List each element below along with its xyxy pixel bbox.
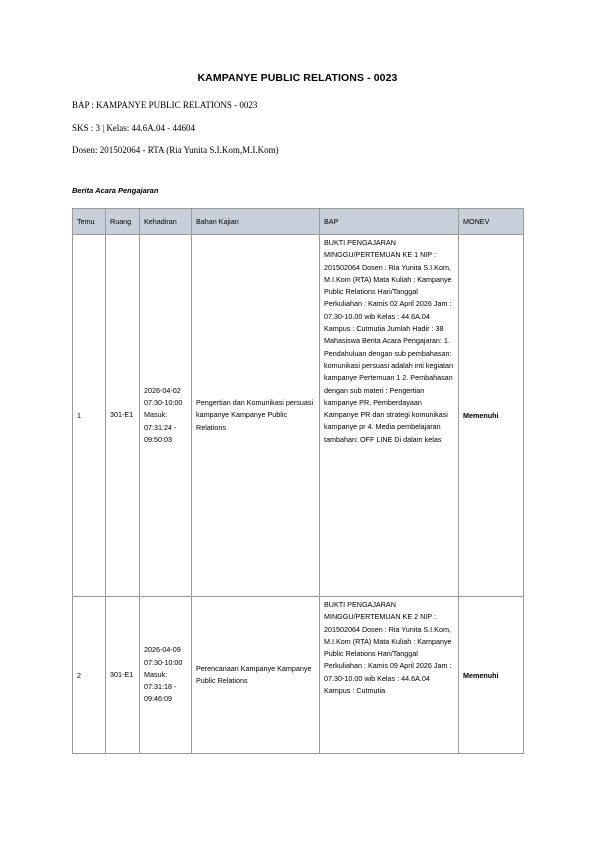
dosen-line: Dosen: 201502064 - RTA (Ria Yunita S.I.Kom,M.I.Kom) [72,145,279,155]
table-row [73,597,524,754]
cell-bap: BUKTI PENGAJARAN MINGGU/PERTEMUAN KE 1 NIP : 201502064 Dosen : Ria Yunita S.I.Kom, M.I.Kom (RTA) Mata Kuliah : Kampanye Public Relations Hari/Tanggal Perkuliahan : Kamis 02 April 2026 Jam : 07.30-10.00 wib Kelas : 44.6A.04 Kampus : Cutmutia Jumlah Hadir : 38 Mahasiswa Berita Acara Pengajaran: 1. Pendahuluan dengan sub pembahasan: komunikasi persuasi adalah inti kegiatan kampanye Pertemuan 1 2. Pembahasan dengan sub materi : Pengertian kampanye PR, Pemberdayaan Kampanye PR dan strategi komunikasi kampanye pr 4. Media pembelajaran tambahan: OFF LINE Di dalam kelas [320,235,459,597]
header-monev: MONEV [459,209,524,235]
table-row [73,235,524,597]
header-kehadiran: Kehadiran [140,209,192,235]
cell-ruang: 301-E1 [106,235,140,597]
cell-ruang: 301-E1 [106,597,140,754]
cell-monev: Memenuhi [459,597,524,754]
header-bahan-kajian: Bahan Kajian [192,209,320,235]
bap-line: BAP : KAMPANYE PUBLIC RELATIONS - 0023 [72,100,258,110]
header-temu: Temu [73,209,106,235]
cell-temu: 2 [73,597,106,754]
header-ruang: Ruang [106,209,140,235]
cell-bahan-kajian: Pengertian dan Komunikasi persuasi kampanye Kampanye Public Relations [192,235,320,597]
table-header-row [73,209,524,235]
cell-bahan-kajian: Perencanaan Kampanye Kampanye Public Relations [192,597,320,754]
section-title: Berita Acara Pengajaran [72,186,159,195]
header-bap: BAP [320,209,459,235]
cell-temu: 1 [73,235,106,597]
cell-monev: Memenuhi [459,235,524,597]
sks-line: SKS : 3 | Kelas: 44.6A.04 - 44604 [72,123,196,133]
teaching-report-table [72,208,524,754]
document-title: KAMPANYE PUBLIC RELATIONS - 0023 [197,72,398,84]
cell-bap: BUKTI PENGAJARAN MINGGU/PERTEMUAN KE 2 NIP : 201502064 Dosen : Ria Yunita S.I.Kom, M.I.Kom (RTA) Mata Kuliah : Kampanye Public Relations Hari/Tanggal Perkuliahan : Kamis 09 April 2026 Jam : 07.30-10.00 wib Kelas : 44.6A.04 Kampus : Cutmutia [320,597,459,754]
cell-kehadiran: 2026-04-02 07:30-10:00 Masuk: 07:31:24 - 09:50:03 [140,235,192,597]
cell-kehadiran: 2026-04-09 07:30-10:00 Masuk: 07:31:18 - 09:46:09 [140,597,192,754]
